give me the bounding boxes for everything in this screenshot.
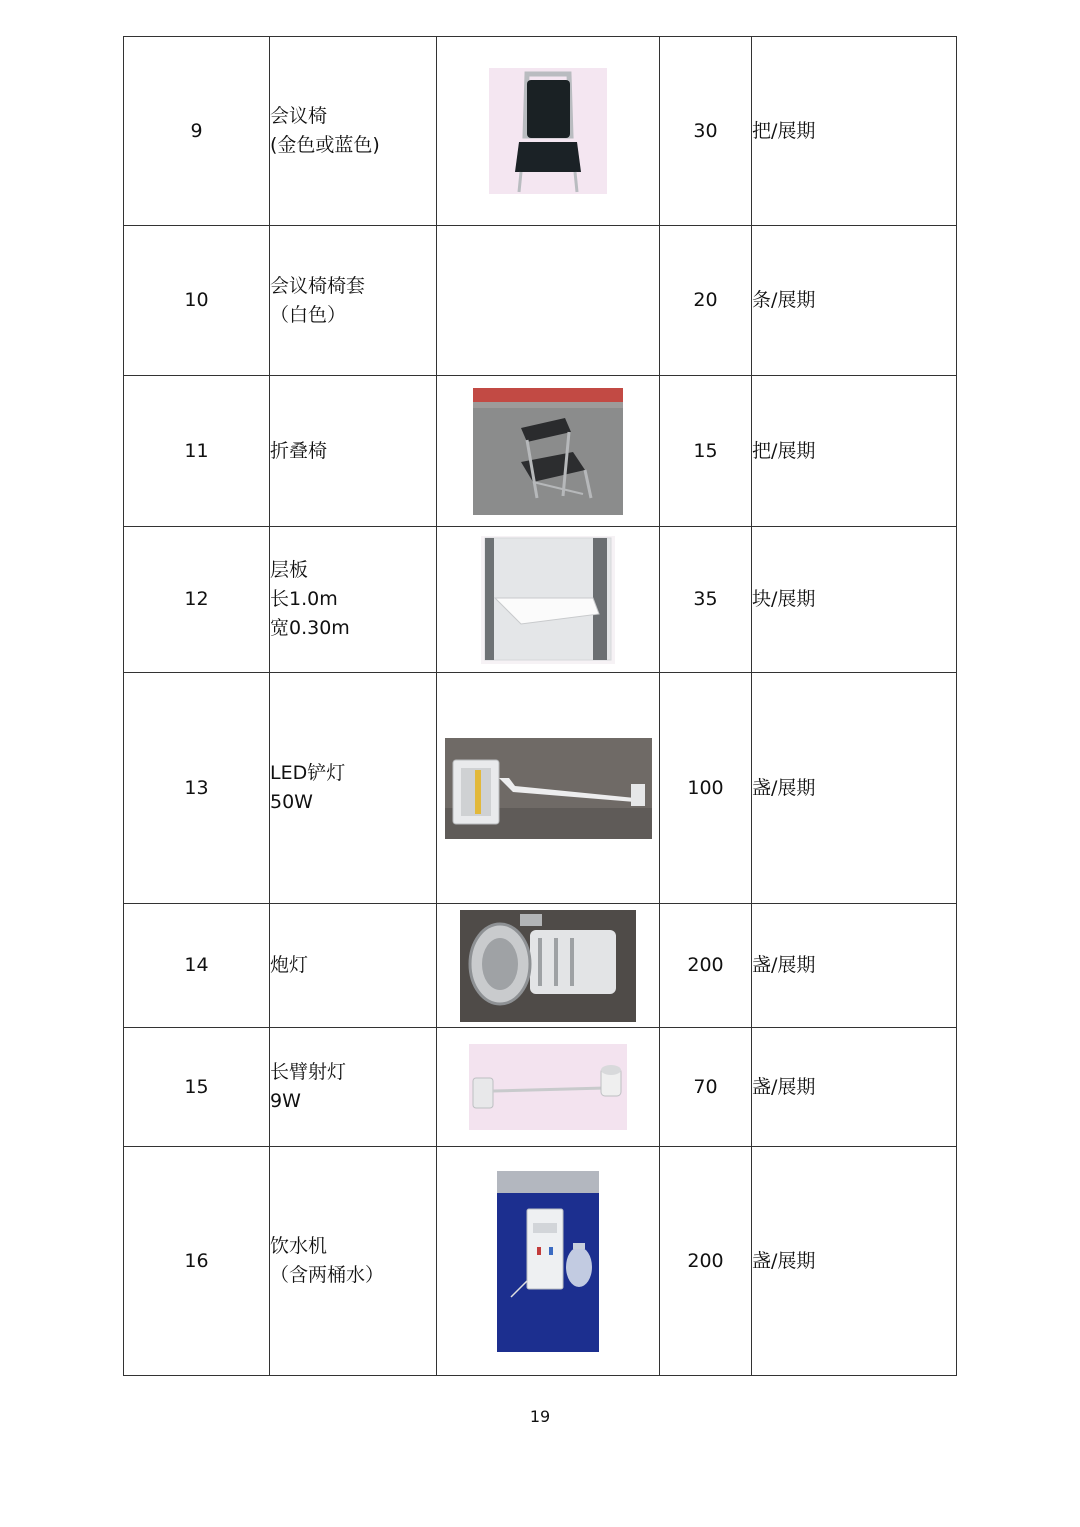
item-number: 16 [124, 1147, 270, 1376]
item-unit: 把/展期 [752, 37, 957, 226]
item-unit: 盏/展期 [752, 673, 957, 904]
shelf-board-photo [481, 536, 615, 664]
item-quantity: 70 [660, 1028, 752, 1147]
item-name: 长臂射灯 9W [270, 1028, 437, 1147]
item-number: 15 [124, 1028, 270, 1147]
cannon-light-photo [460, 910, 636, 1022]
item-number: 13 [124, 673, 270, 904]
item-number: 14 [124, 904, 270, 1028]
item-unit: 盏/展期 [752, 904, 957, 1028]
table-row [124, 37, 957, 226]
item-quantity: 20 [660, 226, 752, 376]
item-quantity: 200 [660, 904, 752, 1028]
item-name: 折叠椅 [270, 376, 437, 527]
table-row [124, 376, 957, 527]
item-number: 10 [124, 226, 270, 376]
item-number: 12 [124, 527, 270, 673]
item-unit: 盏/展期 [752, 1028, 957, 1147]
item-quantity: 200 [660, 1147, 752, 1376]
item-image-cell [437, 376, 660, 527]
item-image-cell [437, 673, 660, 904]
table-row [124, 226, 957, 376]
equipment-table [123, 36, 957, 1376]
item-unit: 条/展期 [752, 226, 957, 376]
table-row [124, 527, 957, 673]
item-name: LED铲灯 50W [270, 673, 437, 904]
item-image-cell [437, 226, 660, 376]
item-quantity: 100 [660, 673, 752, 904]
long-arm-spotlight-photo [469, 1044, 627, 1130]
item-number: 11 [124, 376, 270, 527]
item-image-cell [437, 37, 660, 226]
item-unit: 块/展期 [752, 527, 957, 673]
item-unit: 把/展期 [752, 376, 957, 527]
item-image-cell [437, 1028, 660, 1147]
item-image-cell [437, 904, 660, 1028]
item-name: 炮灯 [270, 904, 437, 1028]
item-number: 9 [124, 37, 270, 226]
item-image-cell [437, 527, 660, 673]
item-name: 饮水机 （含两桶水） [270, 1147, 437, 1376]
item-quantity: 30 [660, 37, 752, 226]
item-unit: 盏/展期 [752, 1147, 957, 1376]
item-name: 会议椅 (金色或蓝色) [270, 37, 437, 226]
item-image-cell [437, 1147, 660, 1376]
item-name: 会议椅椅套 （白色） [270, 226, 437, 376]
item-quantity: 15 [660, 376, 752, 527]
item-name: 层板 长1.0m 宽0.30m [270, 527, 437, 673]
table-row [124, 904, 957, 1028]
water-dispenser-photo [497, 1171, 599, 1352]
table-row [124, 1028, 957, 1147]
page-number: 19 [529, 1407, 551, 1426]
folding-chair-photo [473, 388, 623, 515]
table-row [124, 1147, 957, 1376]
table-row [124, 673, 957, 904]
led-flood-light-photo [445, 738, 652, 839]
conference-chair-photo [489, 68, 607, 194]
item-quantity: 35 [660, 527, 752, 673]
